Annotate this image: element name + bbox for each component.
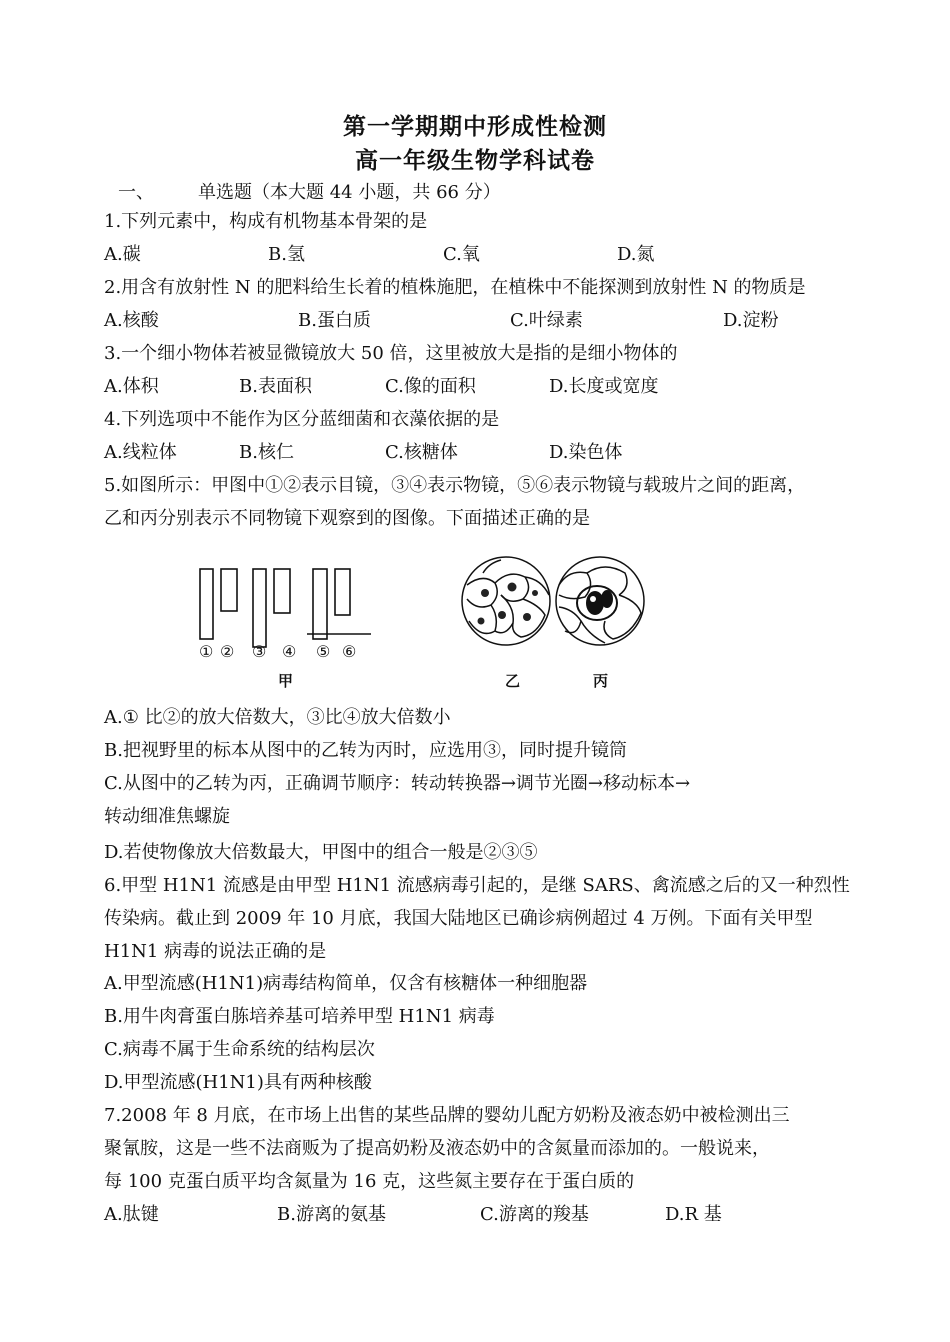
label-5: ⑤: [316, 642, 331, 661]
q7-option-d: D.R 基: [665, 1204, 722, 1225]
q3-option-a: A.体积: [104, 376, 159, 397]
q2-option-a: A.核酸: [104, 310, 159, 331]
q4-option-c: C.核糖体: [385, 442, 458, 463]
figure-yi-bing-microscope-views: [455, 555, 655, 695]
q7-option-b: B.游离的氨基: [277, 1204, 386, 1225]
eyepiece-1-shape: [200, 569, 213, 639]
question-3-stem: 3.一个细小物体若被显微镜放大 50 倍，这里被放大是指的是细小物体的: [104, 343, 678, 364]
question-4-stem: 4.下列选项中不能作为区分蓝细菌和衣藻依据的是: [104, 409, 500, 430]
objective-5-shape: [313, 569, 327, 639]
q4-option-b: B.核仁: [239, 442, 294, 463]
question-7-stem-line-1: 7.2008 年 8 月底，在市场上出售的某些品牌的婴幼儿配方奶粉及液态奶中被检测出三: [104, 1105, 790, 1126]
question-7-stem-line-2: 聚氰胺，这是一些不法商贩为了提高奶粉及液态奶中的含氮量而添加的。一般说来，: [104, 1138, 770, 1159]
question-5-stem-line-1: 5.如图所示：甲图中①②表示目镜，③④表示物镜，⑤⑥表示物镜与载玻片之间的距离，: [104, 475, 806, 496]
q6-option-a: A.甲型流感(H1N1)病毒结构简单，仅含有核糖体一种细胞器: [104, 973, 588, 994]
q7-option-a: A.肽键: [104, 1204, 159, 1225]
question-6-stem-line-2: 传染病。截止到 2009 年 10 月底，我国大陆地区已确诊病例超过 4 万例。下面有关甲型: [104, 908, 813, 929]
q2-option-d: D.淀粉: [723, 310, 779, 331]
q2-option-c: C.叶绿素: [510, 310, 583, 331]
q1-option-c: C.氧: [443, 244, 480, 265]
q1-option-b: B.氢: [268, 244, 305, 265]
label-4: ④: [282, 642, 297, 661]
q3-option-b: B.表面积: [239, 376, 312, 397]
eyepiece-2-shape: [221, 569, 237, 611]
caption-yi: 乙: [505, 672, 521, 690]
objective-3-shape: [253, 569, 266, 647]
q7-option-c: C.游离的羧基: [480, 1204, 589, 1225]
q6-option-d: D.甲型流感(H1N1)具有两种核酸: [104, 1072, 372, 1093]
question-6-stem-line-1: 6.甲型 H1N1 流感是由甲型 H1N1 流感病毒引起的，是继 SARS、禽流感之后的又一种烈性: [104, 875, 850, 896]
q6-option-c: C.病毒不属于生命系统的结构层次: [104, 1039, 375, 1060]
question-1-stem: 1.下列元素中，构成有机物基本骨架的是: [104, 211, 428, 232]
section-label: 单选题（本大题 44 小题，共 66 分）: [198, 182, 501, 203]
q5-option-d: D.若使物像放大倍数最大，甲图中的组合一般是②③⑤: [104, 842, 538, 863]
q3-option-c: C.像的面积: [385, 376, 476, 397]
q4-option-a: A.线粒体: [104, 442, 177, 463]
label-1: ①: [199, 642, 214, 661]
label-3: ③: [252, 642, 267, 661]
caption-bing: 丙: [593, 672, 609, 690]
section-heading: [118, 178, 501, 204]
q5-option-a: A.① 比②的放大倍数大，③比④放大倍数小: [104, 707, 451, 728]
q4-option-d: D.染色体: [549, 442, 623, 463]
label-2: ②: [220, 642, 235, 661]
question-5-stem-line-2: 乙和丙分别表示不同物镜下观察到的图像。下面描述正确的是: [104, 508, 590, 529]
caption-jia: 甲: [278, 672, 294, 690]
exam-subtitle: 高一年级生物学科试卷: [355, 148, 595, 174]
figure-jia-lenses: [190, 555, 380, 695]
q5-option-c-continued: 转动细准焦螺旋: [104, 806, 230, 827]
q2-option-b: B.蛋白质: [298, 310, 371, 331]
exam-title: 第一学期期中形成性检测: [343, 114, 607, 140]
objective-6-shape: [335, 569, 350, 615]
section-number: 一、: [118, 182, 154, 203]
q1-option-a: A.碳: [104, 244, 141, 265]
question-6-stem-line-3: H1N1 病毒的说法正确的是: [104, 941, 327, 962]
q3-option-d: D.长度或宽度: [549, 376, 659, 397]
q5-option-c: C.从图中的乙转为丙，正确调节顺序：转动转换器→调节光圈→移动标本→: [104, 773, 691, 794]
question-7-stem-line-3: 每 100 克蛋白质平均含氮量为 16 克，这些氮主要存在于蛋白质的: [104, 1171, 635, 1192]
objective-4-shape: [274, 569, 290, 613]
question-2-stem: 2.用含有放射性 N 的肥料给生长着的植株施肥，在植株中不能探测到放射性 N 的物质是: [104, 277, 806, 298]
label-6: ⑥: [342, 642, 357, 661]
q5-option-b: B.把视野里的标本从图中的乙转为丙时，应选用③，同时提升镜筒: [104, 740, 627, 761]
q1-option-d: D.氮: [617, 244, 655, 265]
q6-option-b: B.用牛肉膏蛋白胨培养基可培养甲型 H1N1 病毒: [104, 1006, 495, 1027]
